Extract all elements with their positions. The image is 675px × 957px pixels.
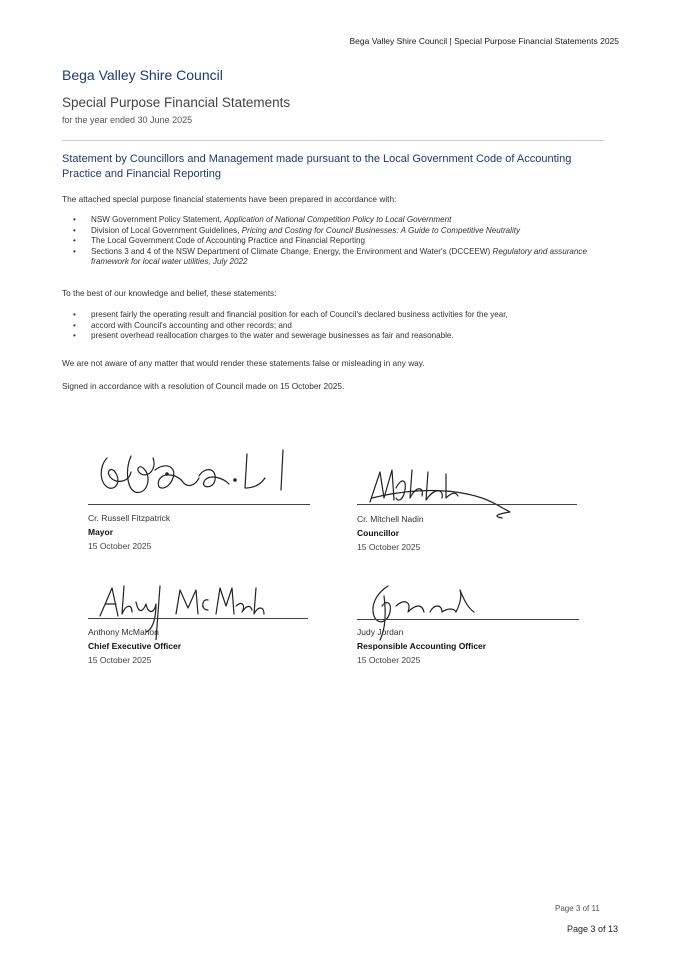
signature-line [357,504,577,505]
list-item: • NSW Government Policy Statement, Application of National Competition Policy to Local Government [73,215,452,224]
belief-list [62,310,607,342]
signed-resolution: Signed in accordance with a resolution of Council made on 15 October 2025. [62,381,345,391]
signature-line [88,618,308,619]
intro-paragraph: The attached special purpose financial statements have been prepared in accordance with: [62,194,397,204]
list-item: • Sections 3 and 4 of the NSW Department of Climate Change, Energy, the Environment and Water's (DCCEEW) Regulatory and assurance framework for local water utilities, July 2022 [73,246,587,266]
basis-list [62,215,607,268]
signatory-name: Judy Jordan [357,627,404,637]
signature-date: 15 October 2025 [357,542,421,552]
reporting-period: for the year ended 30 June 2025 [62,115,193,125]
running-header: Bega Valley Shire Council | Special Purpose Financial Statements 2025 [349,36,619,46]
list-item: • accord with Council's accounting and other records; and [73,320,292,330]
not-aware-statement: We are not aware of any matter that would render these statements false or misleading in any way. [62,358,425,368]
signatory-role: Responsible Accounting Officer [357,641,487,651]
inner-page-number: Page 3 of 11 [555,904,600,913]
list-item: • present overhead reallocation charges to the water and sewerage businesses as fair and reasonable. [73,331,454,340]
belief-intro: To the best of our knowledge and belief, these statements: [62,288,277,298]
signature-line [88,504,310,505]
list-item: • Division of Local Government Guidelines, Pricing and Costing for Council Businesses: A Guide to Competitive Neutrality [73,225,521,235]
signatory-role: Councillor [357,528,400,538]
signatory-name: Anthony McMahon [88,627,159,637]
council-name: Bega Valley Shire Council [62,67,223,83]
signatory-name: Cr. Mitchell Nadin [357,514,424,524]
document-title: Special Purpose Financial Statements [62,95,291,110]
signature-date: 15 October 2025 [88,541,152,551]
header-divider [62,140,604,141]
signatory-role: Chief Executive Officer [88,641,182,651]
list-item: • present fairly the operating result and financial position for each of Council's declared business activities for the year, [73,310,508,319]
signatory-name: Cr. Russell Fitzpatrick [88,513,171,523]
signature-date: 15 October 2025 [88,655,152,665]
statement-heading: Statement by Councillors and Management made pursuant to the Local Government Code of Accounting Practice and Financial Reporting [62,153,572,180]
list-item: • The Local Government Code of Accounting Practice and Financial Reporting [73,236,365,245]
page-number: Page 3 of 13 [567,924,619,934]
signature-date: 15 October 2025 [357,655,421,665]
signatory-role: Mayor [88,527,114,537]
signature-line [357,619,579,620]
mayor-signature [95,436,315,508]
